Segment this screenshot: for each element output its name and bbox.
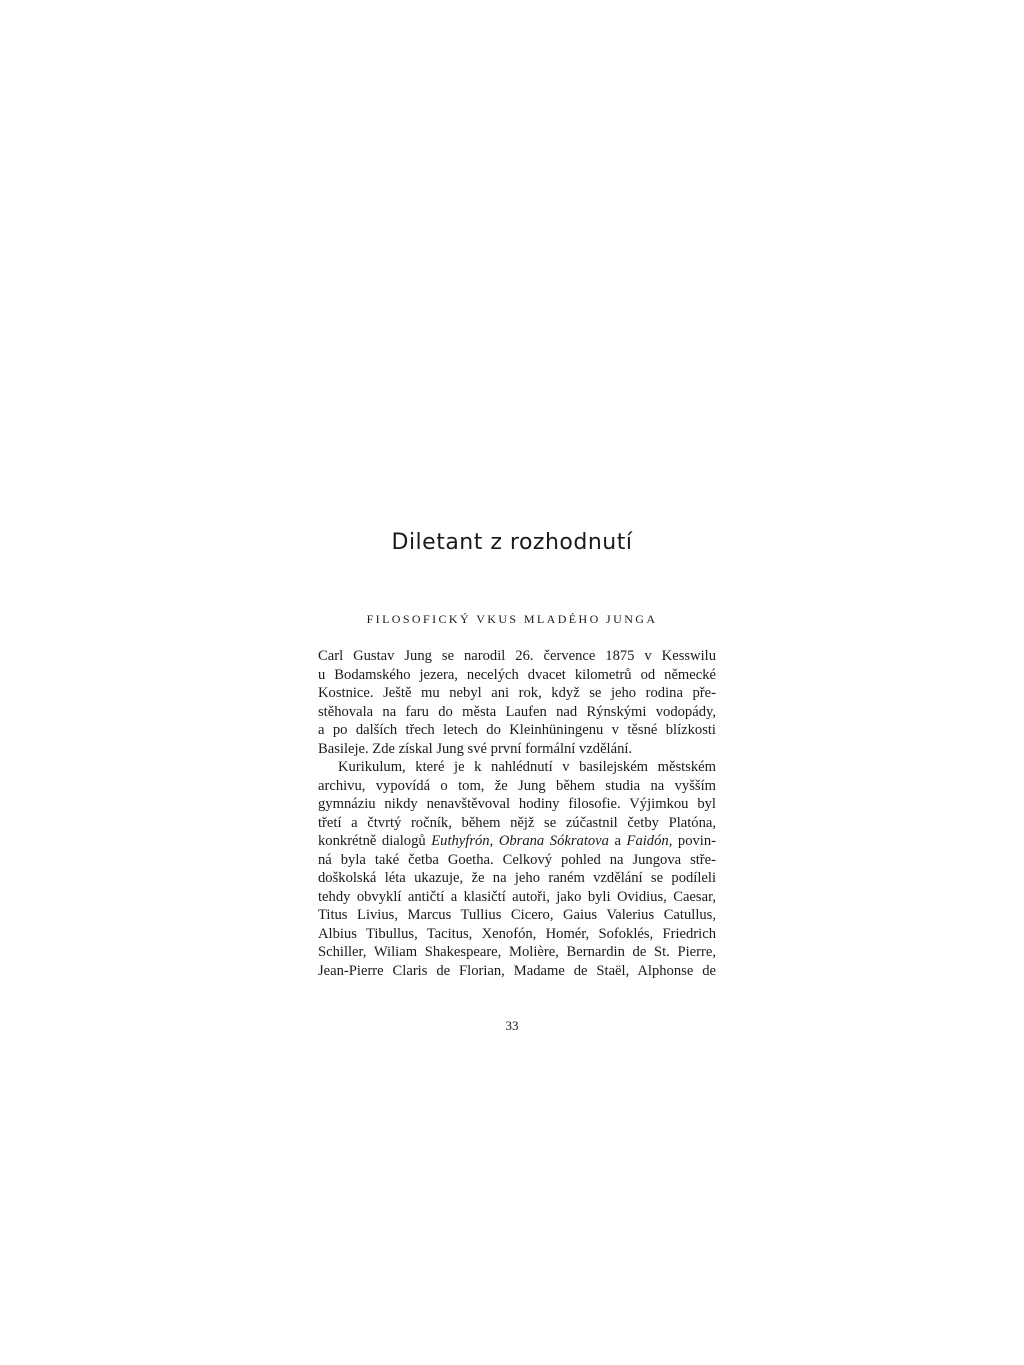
text-line: doškolská léta ukazuje, že na jeho raném vzdělání se podíleli [318, 870, 716, 886]
text-line: Titus Livius, Marcus Tullius Cicero, Gaius Valerius Catullus, [318, 907, 716, 923]
text-line: archivu, vypovídá o tom, že Jung během studia na vyšším [318, 777, 716, 794]
page-number: 33 [505, 1018, 519, 1033]
text-line: Carl Gustav Jung se narodil 26. července 1875 v Kesswilu [318, 648, 716, 664]
dialogue-title: Faidón [626, 833, 669, 849]
section-heading: FILOSOFICKÝ VKUS MLADÉHO JUNGA [366, 612, 658, 626]
text-line: Kurikulum, které je k nahlédnutí v basilejském městském [338, 759, 716, 775]
text-line: Kostnice. Ještě mu nebyl ani rok, když se jeho rodina pře- [318, 685, 716, 701]
text-line: stěhovala na faru do města Laufen nad Rýnskými vodopády, [318, 703, 716, 720]
chapter-title: Diletant z rozhodnutí [391, 530, 633, 555]
text-line: Jean-Pierre Claris de Florian, Madame de Staël, Alphonse de [318, 962, 716, 979]
text-line: tehdy obvyklí antičtí a klasičtí autoři, jako byli Ovidius, Caesar, [318, 888, 716, 905]
dialogue-title: Obrana Sókratova [498, 833, 609, 849]
paragraph-2 [318, 758, 716, 980]
text-line: a po dalších třech letech do Kleinhüningenu v těsné blízkosti [318, 722, 716, 738]
text-line: gymnáziu nikdy nenavštěvoval hodiny filosofie. Výjimkou byl [318, 796, 716, 812]
text-line: ná byla také četba Goetha. Celkový pohled na Jungova stře- [318, 851, 716, 868]
text-line: Albius Tibullus, Tacitus, Xenofón, Homér, Sofoklés, Friedrich [318, 925, 716, 942]
text-line: třetí a čtvrtý ročník, během nějž se zúčastnil četby Platóna, [318, 814, 716, 831]
paragraph-1 [318, 647, 716, 758]
body-text [318, 647, 716, 980]
text-line: Basileje. Zde získal Jung své první formální vzdělání. [318, 740, 633, 757]
text-line: u Bodamského jezera, necelých dvacet kilometrů od německé [318, 666, 716, 683]
text-line: konkrétně dialogů Euthyfrón, Obrana Sókratova a Faidón, povin- [318, 833, 717, 849]
text-line: Schiller, Wiliam Shakespeare, Molière, Bernardin de St. Pierre, [318, 944, 716, 960]
dialogue-title: Euthyfrón [431, 833, 490, 849]
